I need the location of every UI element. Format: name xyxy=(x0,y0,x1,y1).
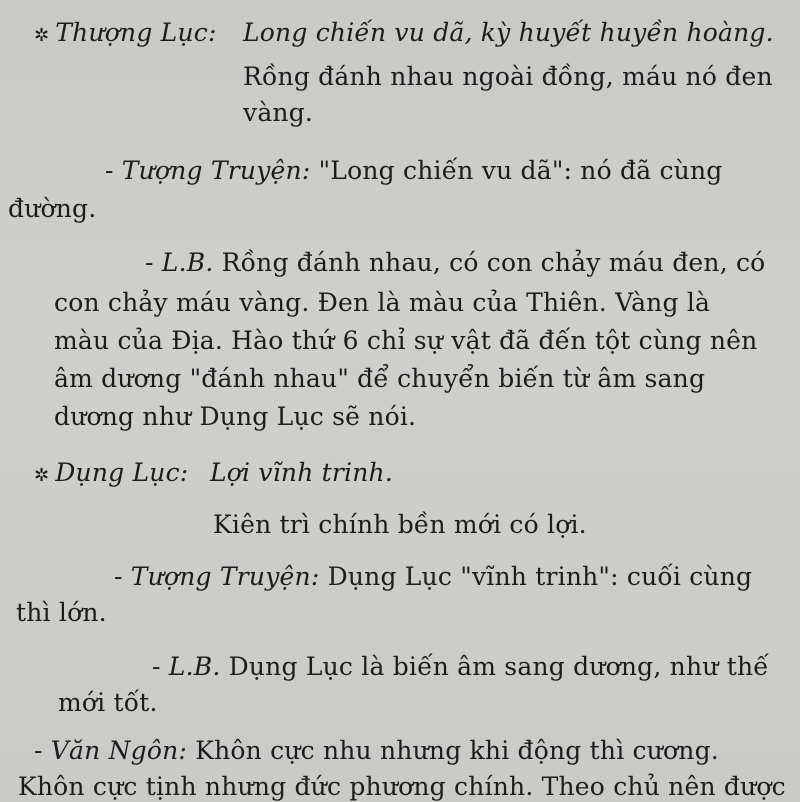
dash-marker: - xyxy=(152,652,169,681)
dash-marker: - xyxy=(114,562,131,591)
tuong-truyen-paragraph xyxy=(105,156,722,186)
paragraph-text: Dụng Lục "vĩnh trinh": cuối cùng xyxy=(327,562,753,591)
thuong-luc-heading xyxy=(34,18,217,51)
section-label: Tượng Truyện: xyxy=(121,156,311,185)
translation-line: Rồng đánh nhau ngoài đồng, máu nó đen xyxy=(243,62,773,91)
paragraph-text: thì lớn. xyxy=(16,598,107,627)
section-label: Văn Ngôn: xyxy=(50,736,188,765)
section-label: Dụng Lục: xyxy=(55,458,189,487)
lb-paragraph xyxy=(152,652,769,682)
section-label: Tượng Truyện: xyxy=(130,562,320,591)
paragraph-text: âm dương "đánh nhau" để chuyển biến từ âm sang xyxy=(54,364,706,393)
paragraph-text: dương như Dụng Lục sẽ nói. xyxy=(54,402,417,431)
paragraph-text: đường. xyxy=(8,194,97,223)
dash-marker: - xyxy=(145,248,162,277)
dash-marker: - xyxy=(105,156,122,185)
paragraph-text: Khôn cực nhu nhưng khi động thì cương. xyxy=(195,736,719,765)
paragraph-text: con chảy máu vàng. Đen là màu của Thiên. Vàng là xyxy=(54,288,711,317)
translation-line: Kiên trì chính bền mới có lợi. xyxy=(213,510,587,539)
paragraph-text: Dụng Lục là biến âm sang dương, như thế xyxy=(228,652,769,681)
hexagram-line-text: Long chiến vu dã, kỳ huyết huyền hoàng. xyxy=(243,18,774,47)
paragraph-text: Khôn cực tịnh nhưng đức phương chính. Theo chủ nên được xyxy=(18,772,786,801)
dung-luc-heading xyxy=(34,458,188,491)
asterisk-marker-icon: ✲ xyxy=(34,25,50,46)
paragraph-text: mới tốt. xyxy=(58,688,158,717)
van-ngon-paragraph xyxy=(34,736,719,766)
section-label: Thượng Lục: xyxy=(55,18,217,47)
paragraph-text: "Long chiến vu dã": nó đã cùng xyxy=(318,156,723,185)
paragraph-text: Rồng đánh nhau, có con chảy máu đen, có xyxy=(221,248,766,277)
dash-marker: - xyxy=(34,736,51,765)
section-label: L.B. xyxy=(161,248,214,277)
tuong-truyen-paragraph xyxy=(114,562,752,592)
translation-line: vàng. xyxy=(243,98,314,127)
section-label: L.B. xyxy=(168,652,221,681)
paragraph-text: màu của Địa. Hào thứ 6 chỉ sự vật đã đến tột cùng nên xyxy=(54,326,758,355)
lb-paragraph xyxy=(145,248,765,278)
hexagram-line-text: Lợi vĩnh trinh. xyxy=(210,458,394,487)
asterisk-marker-icon: ✲ xyxy=(34,465,50,486)
